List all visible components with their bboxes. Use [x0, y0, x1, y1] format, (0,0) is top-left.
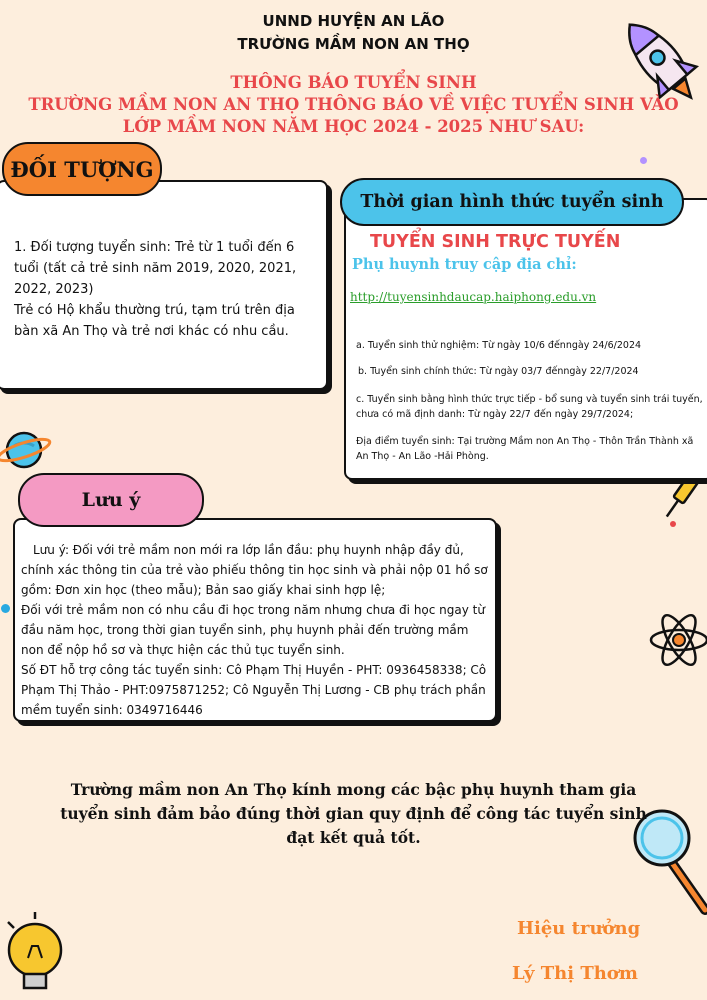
doi-tuong-para-2: Trẻ có Hộ khẩu thường trú, tạm trú trên địa bàn xã An Thọ và trẻ nơi khác có nhu cầu. — [14, 303, 295, 339]
closing-line-2: tuyển sinh đảm bảo đúng thời gian quy định để công tác tuyển sinh — [60, 804, 647, 823]
enrollment-url-link[interactable]: http://tuyensinhdaucap.haiphong.edu.vn — [350, 290, 597, 304]
doi-tuong-heading — [2, 142, 162, 196]
thoi-gian-title: Thời gian hình thức tuyển sinh — [360, 192, 664, 212]
atom-icon — [645, 600, 707, 680]
item-b: b. Tuyển sinh chính thức: Từ ngày 03/7 đếnngày 22/7/2024 — [358, 366, 639, 377]
luu-y-para-2: Đối với trẻ mầm non có nhu cầu đi học trong năm nhưng chưa đi học ngay từ đầu năm học, trong thời gian tuyển sinh, phụ huynh phải đến trường mầm non để nộp hồ sơ và thực hiện các thủ tục tuyển sinh. — [21, 603, 485, 657]
thoi-gian-card — [344, 198, 707, 480]
announcement-subtitle-1: TRƯỜNG MẦM NON AN THỌ THÔNG BÁO VỀ VIỆC TUYỂN SINH VÀO — [28, 95, 679, 114]
signature-role: Hiệu trưởng — [517, 918, 641, 939]
doi-tuong-card — [0, 180, 328, 390]
item-a: a. Tuyển sinh thử nghiệm: Từ ngày 10/6 đếnngày 24/6/2024 — [356, 340, 642, 351]
signature-name: Lý Thị Thơm — [512, 963, 638, 984]
thoi-gian-heading — [340, 178, 684, 226]
luu-y-para-1: Lưu ý: Đối với trẻ mầm non mới ra lớp lần đầu: phụ huynh nhập đầy đủ, chính xác thông tin của trẻ vào phiếu thông tin học sinh và phải nộp 01 hồ sơ gồm: Đơn xin học (theo mẫu); Bản sao giấy khai sinh hợp lệ; — [21, 543, 488, 597]
closing-line-1: Trường mầm non An Thọ kính mong các bậc phụ huynh tham gia — [70, 780, 637, 799]
access-label: Phụ huynh truy cập địa chỉ: — [352, 256, 577, 273]
announcement-subtitle-2: LỚP MẦM NON NĂM HỌC 2024 - 2025 NHƯ SAU: — [122, 117, 585, 136]
school-name: TRƯỜNG MẦM NON AN THỌ — [237, 35, 470, 53]
doi-tuong-title: ĐỐI TƯỢNG — [10, 156, 154, 182]
planet-icon — [0, 424, 55, 474]
decor-dot — [1, 604, 10, 613]
location: Địa điểm tuyển sinh: Tại trường Mầm non An Thọ - Thôn Trần Thành xã An Thọ - An Lão -Hải Phòng. — [356, 436, 694, 462]
closing-line-3: đạt kết quả tốt. — [286, 828, 421, 847]
luu-y-heading — [18, 473, 204, 527]
doi-tuong-para-1: 1. Đối tượng tuyển sinh: Trẻ từ 1 tuổi đến 6 tuổi (tất cả trẻ sinh năm 2019, 2020, 2021, 2022, 2023) — [14, 240, 297, 297]
announcement-title: THÔNG BÁO TUYỂN SINH — [230, 73, 477, 92]
item-c: c. Tuyển sinh bằng hình thức trực tiếp - bổ sung và tuyển sinh trái tuyến, chưa có mã định danh: Từ ngày 22/7 đến ngày 29/7/2024; — [356, 394, 703, 420]
district-name: UNND HUYỆN AN LÃO — [262, 12, 445, 30]
closing-message — [0, 778, 707, 850]
online-heading: TUYỂN SINH TRỰC TUYẾN — [370, 232, 621, 252]
luu-y-title: Lưu ý — [81, 489, 141, 511]
decor-dot — [640, 157, 647, 164]
luu-y-para-3: Số ĐT hỗ trợ công tác tuyển sinh: Cô Phạm Thị Huyền - PHT: 0936458338; Cô Phạm Thị Thảo - PHT:0975871252; Cô Nguyễn Thị Lương - CB phụ trách phần mềm tuyển sinh: 0349716446 — [21, 663, 487, 717]
luu-y-card — [13, 518, 497, 722]
lightbulb-icon — [0, 910, 70, 1000]
